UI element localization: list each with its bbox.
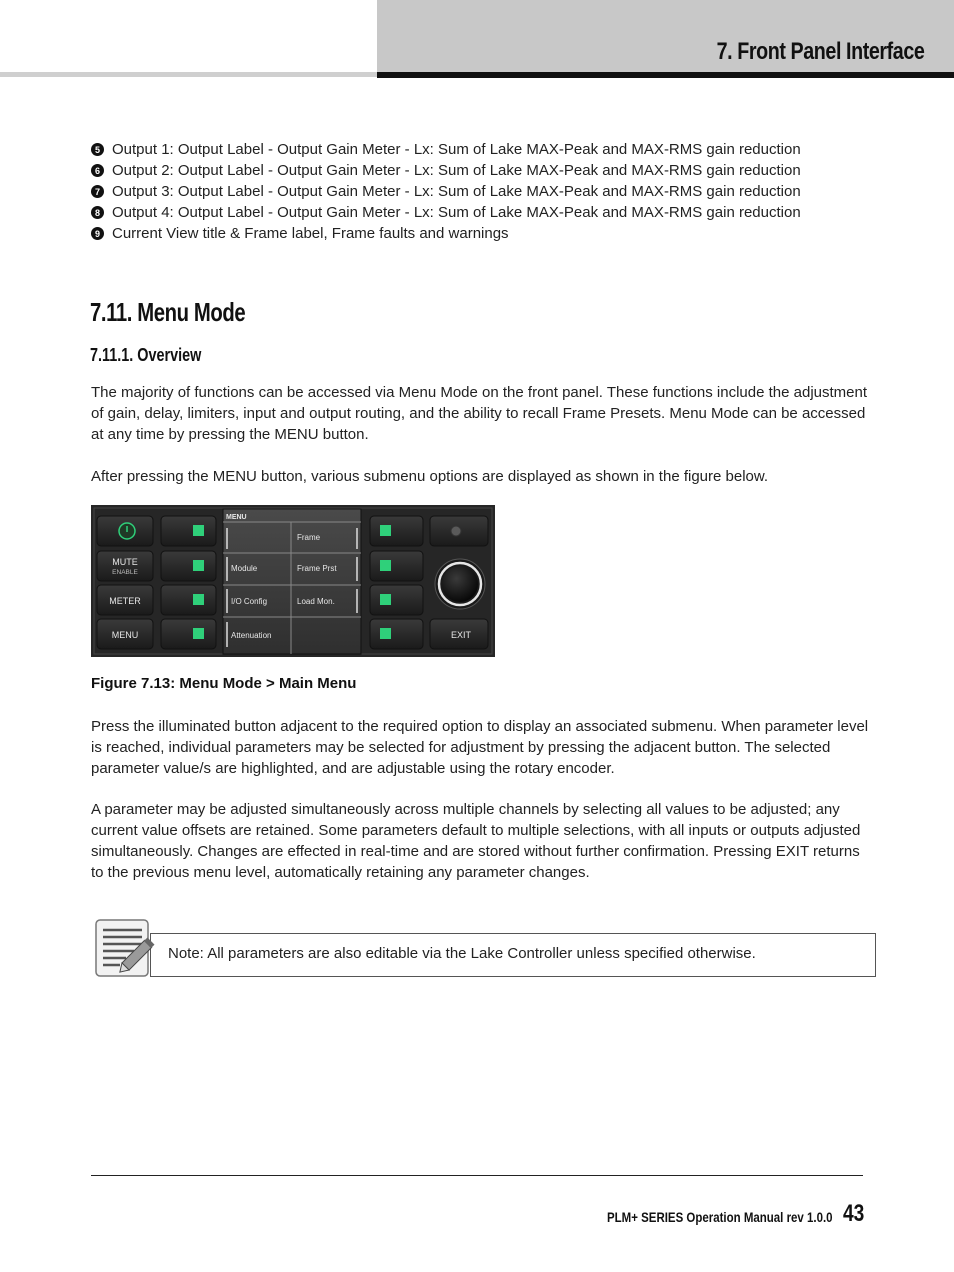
list-item-text: Output 3: Output Label - Output Gain Meter - Lx: Sum of Lake MAX-Peak and MAX-RMS gain reduction [112,183,801,200]
list-item-text: Current View title & Frame label, Frame faults and warnings [112,225,509,242]
paragraph-multichannel: A parameter may be adjusted simultaneously across multiple channels by selecting all values to be adjusted; any current value offsets are retained. Some parameters default to multiple selections, with all inputs or outputs adjusted simultaneously. Changes are effected in real-time and are stored without further confirmation. Pressing EXIT returns to the previous menu level, automatically retaining any parameter changes. [91,801,861,881]
subsection-heading: 7.11.1. Overview [90,345,202,365]
paragraph-submenu: After pressing the MENU button, various submenu options are displayed as shown in the figure below. [91,468,769,485]
led-button [161,551,216,581]
number-badge: 5 [91,143,104,156]
page-number: 43 [843,1200,865,1227]
meter-label: METER [109,596,141,606]
footer-manual-title: PLM+ SERIES Operation Manual rev 1.0.0 [607,1209,833,1225]
menu-option-frame: Frame [297,533,321,542]
list-item [91,223,891,244]
section-heading: 7.11. Menu Mode [90,297,246,327]
list-item [91,181,891,202]
figure-caption: Figure 7.13: Menu Mode > Main Menu [91,675,357,692]
led-button [161,585,216,615]
list-item-text: Output 1: Output Label - Output Gain Meter - Lx: Sum of Lake MAX-Peak and MAX-RMS gain reduction [112,141,801,158]
led-button [370,516,423,546]
status-led [451,526,461,536]
header-rule-right [377,72,954,78]
rotary-encoder-icon [435,559,485,609]
header-rule-left [0,72,377,77]
menu-option-module: Module [231,564,258,573]
list-item-text: Output 4: Output Label - Output Gain Meter - Lx: Sum of Lake MAX-Peak and MAX-RMS gain reduction [112,204,801,221]
led-button [370,585,423,615]
note-text: Note: All parameters are also editable via the Lake Controller unless specified otherwise. [168,945,756,962]
paragraph-intro: The majority of functions can be accessed via Menu Mode on the front panel. These functions include the adjustment of gain, delay, limiters, input and output routing, and the ability to recall Frame Presets. Menu Mode can be accessed at any time by pressing the MENU button. [91,384,868,443]
list-item [91,139,891,160]
menu-option-frame-prst: Frame Prst [297,564,337,573]
list-item-text: Output 2: Output Label - Output Gain Meter - Lx: Sum of Lake MAX-Peak and MAX-RMS gain reduction [112,162,801,179]
power-icon [119,523,135,539]
number-badge: 9 [91,227,104,240]
led-button [370,551,423,581]
legend-list [91,139,891,244]
led-button [161,516,216,546]
screen-title: MENU [226,514,247,521]
chapter-title: 7. Front Panel Interface [716,38,924,65]
number-badge: 7 [91,185,104,198]
paragraph-navigation: Press the illuminated button adjacent to the required option to display an associated submenu. When parameter level is reached, individual parameters may be selected for adjustment by pressing the adjacent button. The selected parameter value/s are highlighted, and are adjustable using the rotary encoder. [91,718,869,777]
front-panel-figure [91,505,495,657]
menu-label: MENU [111,630,139,640]
menu-option-load-mon: Load Mon. [297,597,335,606]
list-item [91,202,891,223]
exit-label: EXIT [450,630,472,640]
number-badge: 6 [91,164,104,177]
note-pencil-icon [94,918,156,980]
led-button [161,619,216,649]
led-button [370,619,423,649]
mute-label: MUTE [112,557,138,567]
enable-label: ENABLE [112,569,138,576]
number-badge: 8 [91,206,104,219]
footer-rule [91,1175,863,1176]
menu-option-io-config: I/O Config [231,597,268,606]
menu-option-attenuation: Attenuation [231,631,272,640]
list-item [91,160,891,181]
